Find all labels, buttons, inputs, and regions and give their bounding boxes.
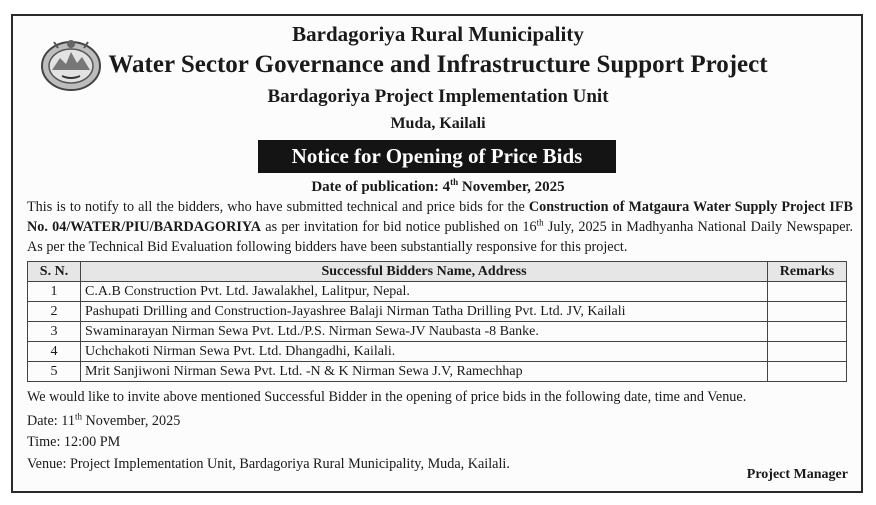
table-header-row [28,262,847,282]
municipality-heading: Bardagoriya Rural Municipality [292,22,584,46]
header-sn: S. N. [28,262,81,282]
row-remarks [768,302,847,322]
table-row [28,362,847,382]
header-bidder: Successful Bidders Name, Address [81,262,768,282]
row-bidder: Mrit Sanjiwoni Nirman Sewa Pvt. Ltd. -N & K Nirman Sewa J.V, Ramechhap [81,362,768,382]
row-remarks [768,322,847,342]
signature-project-manager: Project Manager [746,467,848,482]
publication-date: Date of publication: 4th November, 2025 [311,177,565,195]
table-row [28,342,847,362]
row-remarks [768,342,847,362]
row-sn: 3 [28,322,81,342]
opening-date: Date: 11th November, 2025 [27,411,181,429]
unit-heading: Bardagoriya Project Implementation Unit [267,86,609,107]
table-row [28,302,847,322]
opening-venue: Venue: Project Implementation Unit, Bardagoriya Rural Municipality, Muda, Kailali. [27,456,510,472]
row-bidder: Swaminarayan Nirman Sewa Pvt. Ltd./P.S. Nirman Sewa-JV Naubasta -8 Banke. [81,322,768,342]
row-bidder: Uchchakoti Nirman Sewa Pvt. Ltd. Dhangadhi, Kailali. [81,342,768,362]
row-bidder: Pashupati Drilling and Construction-Jayashree Balaji Nirman Tatha Drilling Pvt. Ltd. JV, Kailali [81,302,768,322]
row-remarks [768,362,847,382]
notice-title: Notice for Opening of Price Bids [258,140,616,173]
row-sn: 2 [28,302,81,322]
row-sn: 4 [28,342,81,362]
bidders-table [27,261,847,382]
row-sn: 5 [28,362,81,382]
table-row [28,282,847,302]
location-heading: Muda, Kailali [390,115,486,132]
header-remarks: Remarks [768,262,847,282]
invitation-text: We would like to invite above mentioned Successful Bidder in the opening of price bids in the following date, time and Venue. [27,389,747,405]
opening-time: Time: 12:00 PM [27,434,121,450]
project-heading: Water Sector Governance and Infrastructure Support Project [108,51,768,78]
row-remarks [768,282,847,302]
row-bidder: C.A.B Construction Pvt. Ltd. Jawalakhel, Lalitpur, Nepal. [81,282,768,302]
intro-paragraph: This is to notify to all the bidders, who have submitted technical and price bids for the Construction of Matgaura Water Supply Project IFB No. 04/WATER/PIU/BARDAGORIYA as per invitation for bid notice published on 16th July, 2025 in Madhyanha National Daily Newspaper. As per the Technical Bid Evaluation following bidders have been substantially responsive for this project. [27,199,853,255]
table-row [28,322,847,342]
row-sn: 1 [28,282,81,302]
